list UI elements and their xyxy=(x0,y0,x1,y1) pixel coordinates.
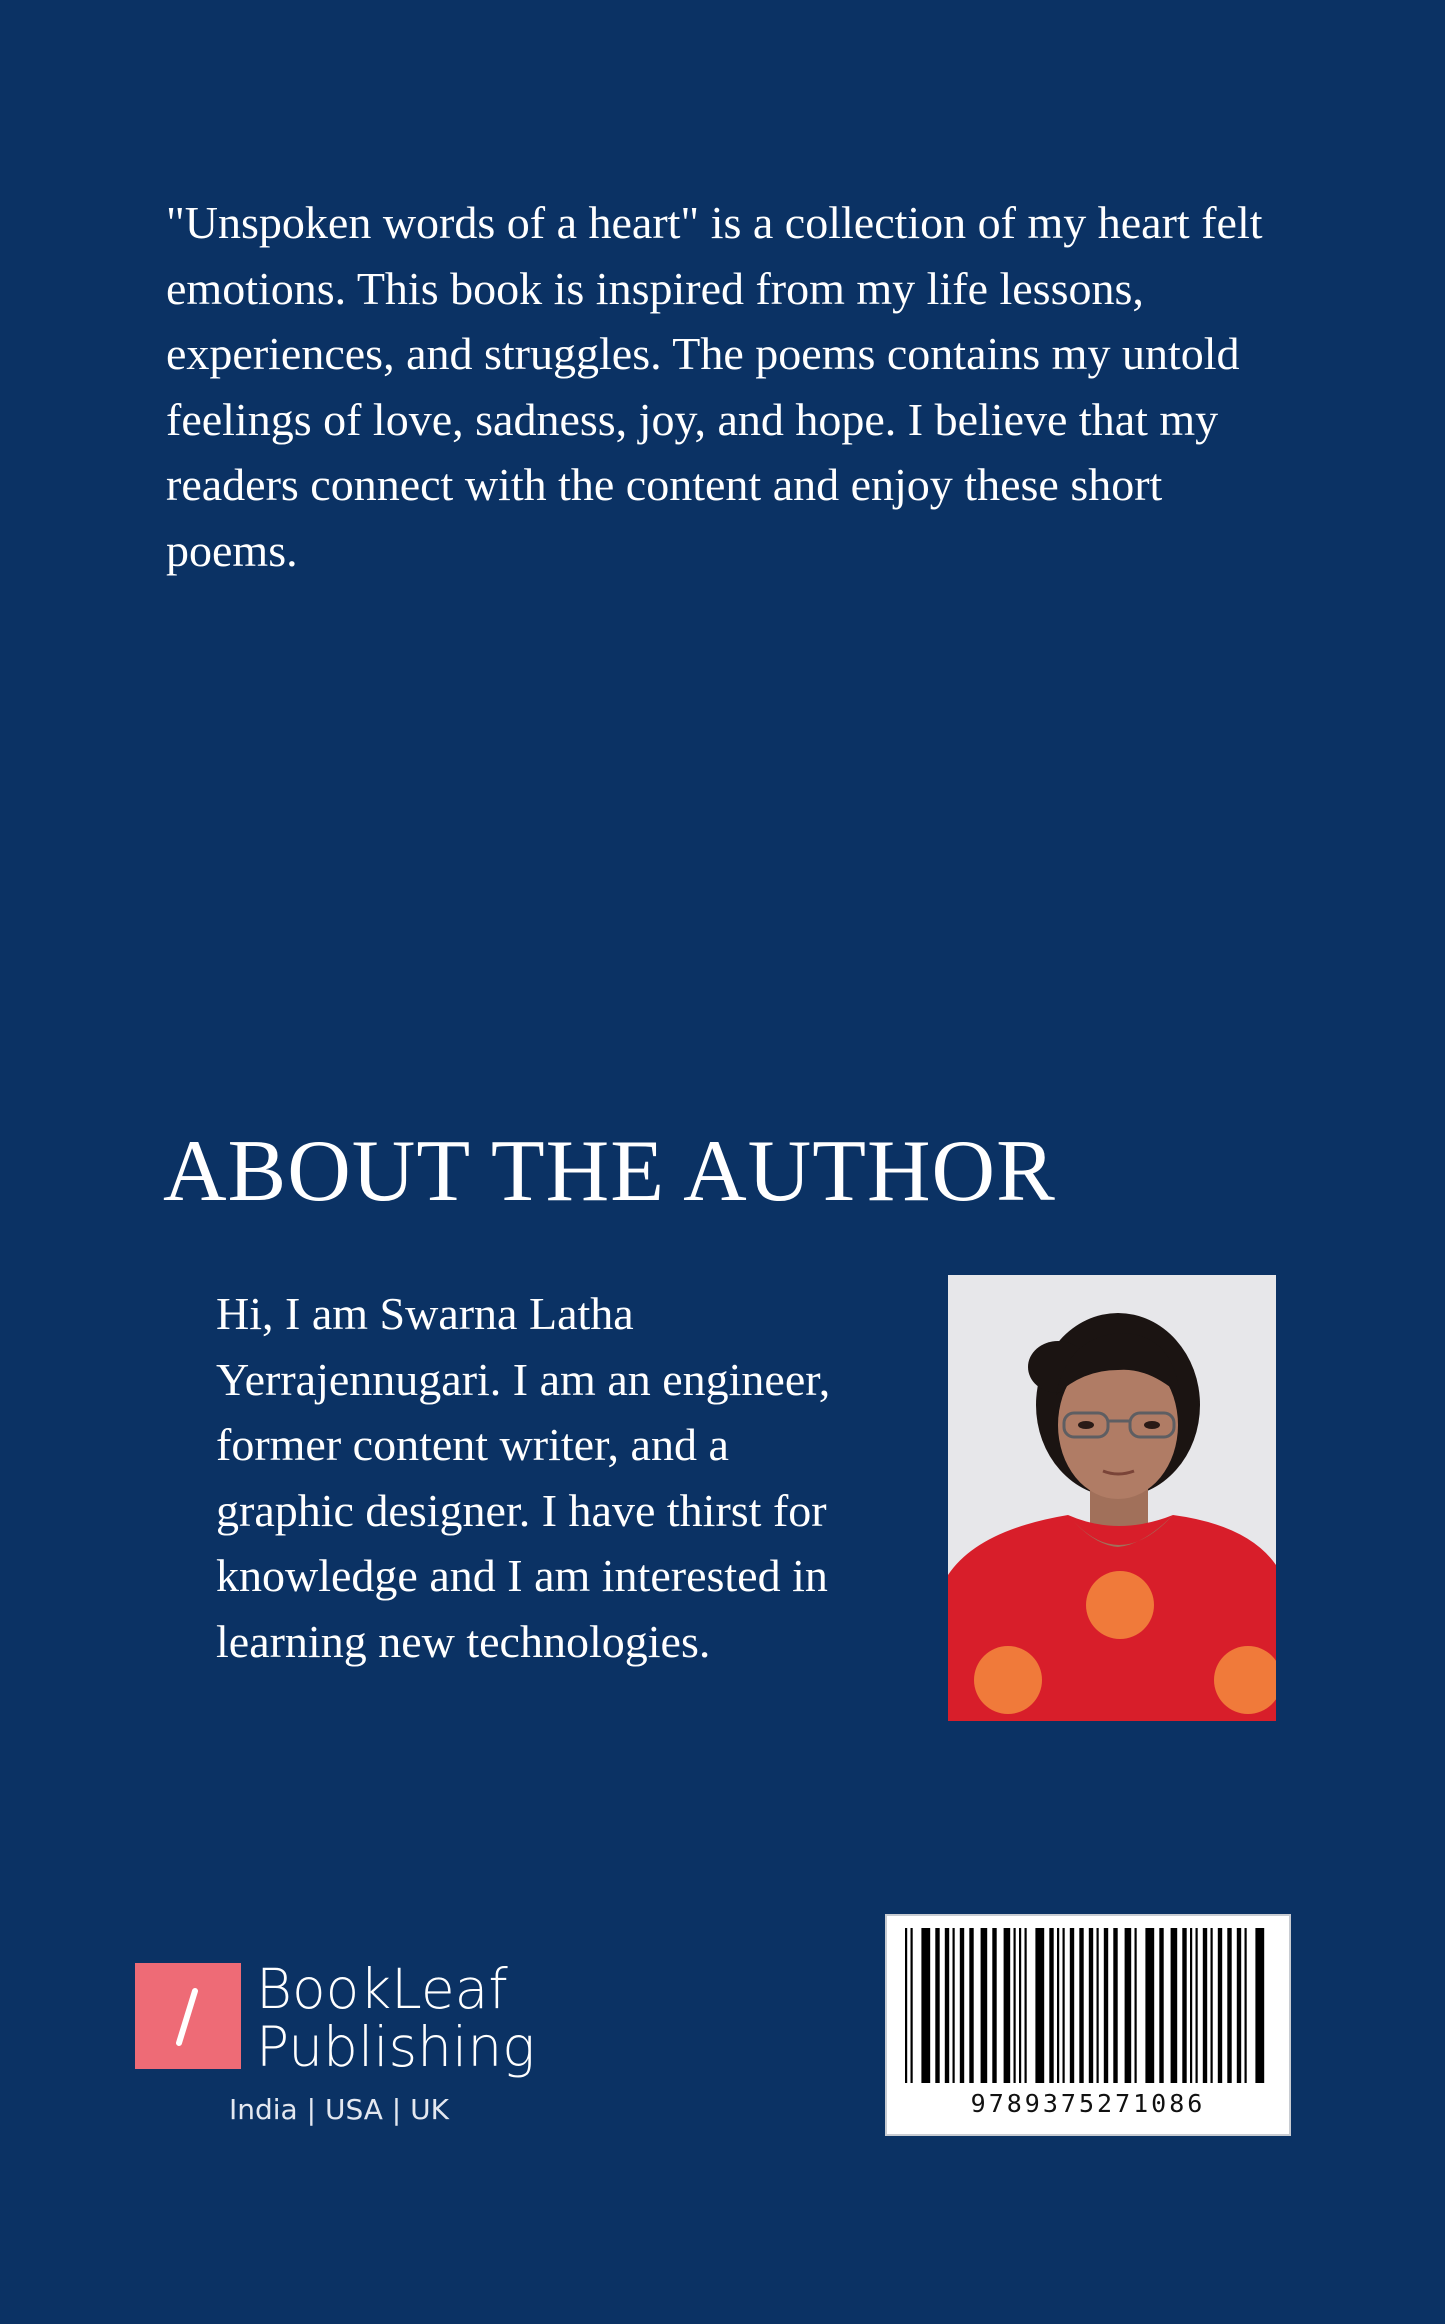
barcode-bar xyxy=(911,1928,913,2083)
barcode-bar xyxy=(1190,1928,1192,2083)
barcode-bar xyxy=(1171,1928,1178,2083)
barcode-bar xyxy=(1004,1928,1011,2083)
barcode-bar xyxy=(1063,1928,1065,2083)
publisher-regions: India | USA | UK xyxy=(229,2093,449,2126)
barcode-bar xyxy=(1196,1928,1198,2083)
barcode-bar xyxy=(1125,1928,1132,2083)
barcode-bar xyxy=(1035,1928,1044,2083)
barcode-bar xyxy=(1255,1928,1264,2083)
barcode-bar xyxy=(1070,1928,1074,2083)
barcode-bar xyxy=(935,1928,939,2083)
barcode-bar xyxy=(1227,1928,1231,2083)
publisher-name xyxy=(256,1957,536,2079)
about-author-heading: ABOUT THE AUTHOR xyxy=(163,1123,1056,1220)
author-bio: Hi, I am Swarna Latha Yerrajennugari. I am an engineer, former content writer, and a graphic designer. I have thirst for knowledge and I am interested in learning new technologies. xyxy=(216,1288,831,1667)
barcode-bar xyxy=(1014,1928,1016,2083)
barcode-bar xyxy=(1049,1928,1053,2083)
isbn-barcode xyxy=(885,1914,1291,2136)
barcode-bar xyxy=(905,1928,907,2083)
slash-icon xyxy=(135,1963,241,2069)
barcode-bar xyxy=(945,1928,949,2083)
barcode-bar xyxy=(1113,1928,1117,2083)
barcode-bar xyxy=(921,1928,930,2083)
barcode-bar xyxy=(1057,1928,1059,2083)
barcode-bar xyxy=(1211,1928,1213,2083)
barcode-bar xyxy=(992,1928,996,2083)
author-photo xyxy=(948,1275,1276,1721)
barcode-bar xyxy=(1203,1928,1207,2083)
barcode-bar xyxy=(1025,1928,1027,2083)
barcode-bar xyxy=(1135,1928,1137,2083)
barcode-bar xyxy=(1019,1928,1021,2083)
barcode-bar xyxy=(1182,1928,1186,2083)
barcode-bar xyxy=(1104,1928,1108,2083)
barcode-bar xyxy=(969,1928,973,2083)
barcode-bar xyxy=(1079,1928,1083,2083)
barcode-bar xyxy=(981,1928,988,2083)
publisher-logo xyxy=(135,1957,555,2140)
publisher-name-line1: BookLeaf xyxy=(256,1957,508,2021)
barcode-bar xyxy=(953,1928,955,2083)
isbn-number: 9789375271086 xyxy=(970,2089,1206,2118)
barcode-bar xyxy=(1145,1928,1154,2083)
barcode-bar xyxy=(1237,1928,1241,2083)
barcode-bar xyxy=(1159,1928,1163,2083)
barcode-bar xyxy=(1218,1928,1222,2083)
barcode-bar xyxy=(1089,1928,1093,2083)
barcode-bar xyxy=(960,1928,964,2083)
book-blurb: "Unspoken words of a heart" is a collection of my heart felt emotions. This book is inspired from my life lessons, experiences, and struggles. The poems contains my untold feelings of love, sadness, joy, and hope. I believe that my readers connect with the content and enjoy these short poems. xyxy=(166,197,1263,576)
barcode-bar xyxy=(1097,1928,1099,2083)
publisher-name-line2: Publishing xyxy=(256,2015,536,2079)
barcode-bar xyxy=(1245,1928,1247,2083)
